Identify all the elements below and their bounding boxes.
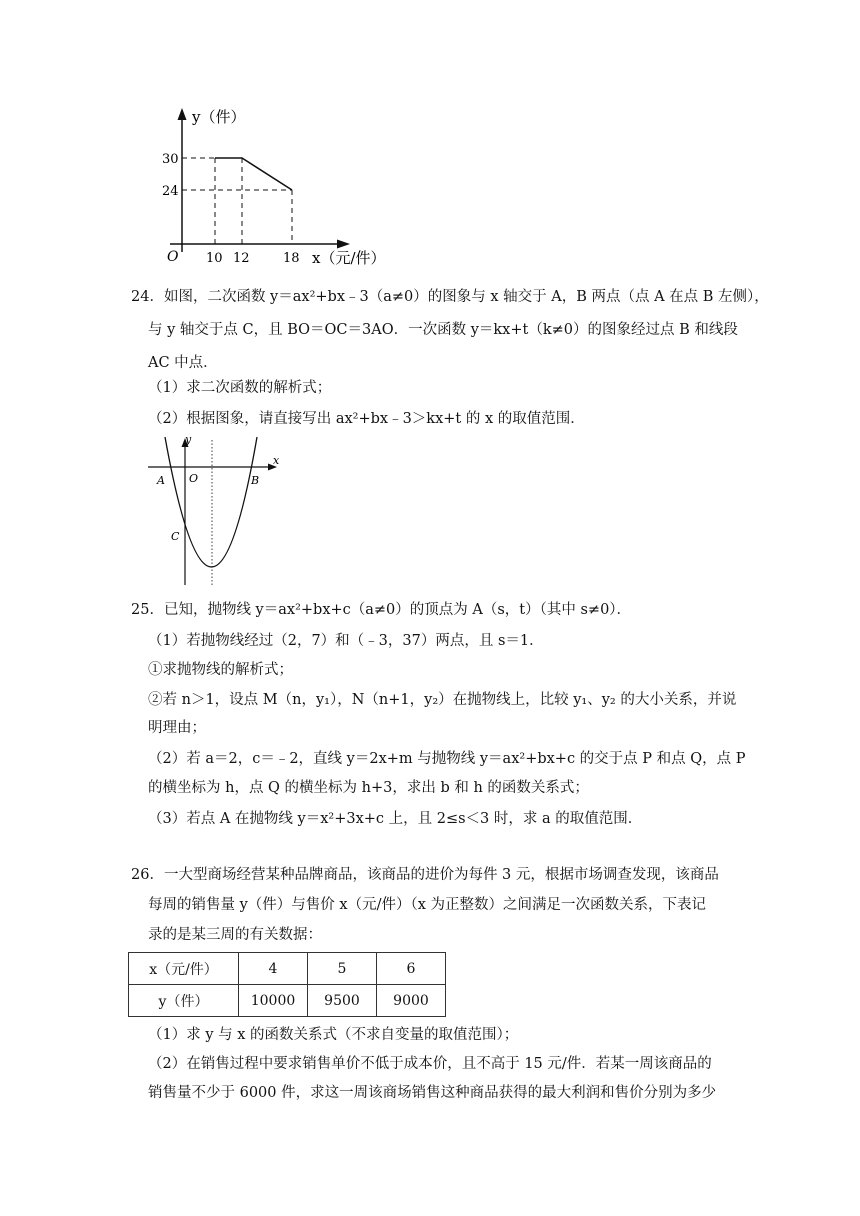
- q26-line-3: 录的是某三周的有关数据：: [148, 927, 322, 943]
- label-O: O: [189, 472, 199, 485]
- q25-line-3: ①求抛物线的解析式；: [148, 662, 293, 678]
- table-cell: 9000: [377, 985, 446, 1017]
- label-x: x: [273, 454, 280, 467]
- q25-line-8: （3）若点 A 在抛物线 y＝x²+3x+c 上，且 2≤s＜3 时，求 a 的取值范围．: [148, 811, 643, 827]
- x-axis-arrow-icon: [337, 240, 350, 249]
- q24-line-2: 与 y 轴交于点 C，且 BO＝OC＝3AO．一次函数 y＝kx+t（k≠0）的图象经过点 B 和线段: [148, 322, 738, 338]
- table-cell: 6: [377, 953, 446, 985]
- q26-part-2: （2）在销售过程中要求销售单价不低于成本价，且不高于 15 元/件．若某一周该商品的: [148, 1056, 712, 1072]
- y-axis-label: y（件）: [192, 108, 246, 126]
- q25-line-6: （2）若 a＝2，c＝﹣2，直线 y＝2x+m 与抛物线 y＝ax²+bx+c 的交于点 P 和点 Q，点 P: [148, 751, 746, 767]
- q26-part-2-cont: 销售量不少于 6000 件，求这一周该商场销售这种商品获得的最大利润和售价分别为多少: [148, 1085, 717, 1101]
- q26-line-2: 每周的销售量 y（件）与售价 x（元/件）（x 为正整数）之间满足一次函数关系，下表记: [148, 897, 707, 913]
- q24-line-5: （2）根据图象，请直接写出 ax²+bx﹣3＞kx+t 的 x 的取值范围．: [148, 411, 585, 427]
- parabola: [165, 437, 260, 567]
- q23-figure: [160, 100, 390, 275]
- q24-line-3: AC 中点．: [148, 355, 218, 371]
- y-axis-arrow-icon: [178, 108, 187, 120]
- x-tick-12: 12: [233, 251, 250, 266]
- table-cell: x（元/件）: [129, 953, 239, 985]
- table-cell: y（件）: [129, 985, 239, 1017]
- origin-label: O: [167, 249, 179, 265]
- q26-line-1: 26．一大型商场经营某种品牌商品，该商品的进价为每件 3 元，根据市场调查发现，该商品: [131, 867, 719, 883]
- table-row: [129, 953, 446, 985]
- q24-line-1: 24．如图，二次函数 y＝ax²+bx﹣3（a≠0）的图象与 x 轴交于 A，B 两点（点 A 在点 B 左侧），: [131, 289, 769, 305]
- x-tick-18: 18: [283, 251, 300, 266]
- x-axis-label: x（元/件）: [312, 249, 386, 267]
- label-C: C: [171, 530, 180, 543]
- table-cell: 10000: [239, 985, 308, 1017]
- q24-line-4: （1）求二次函数的解析式；: [148, 380, 332, 396]
- sales-table: [128, 952, 446, 1017]
- x-tick-10: 10: [206, 251, 223, 266]
- q25-line-5: 明理由；: [148, 720, 206, 736]
- y-tick-24: 24: [162, 184, 179, 199]
- table-cell: 5: [308, 953, 377, 985]
- q24-figure: [145, 432, 285, 590]
- y-tick-30: 30: [162, 152, 179, 167]
- table-cell: 4: [239, 953, 308, 985]
- q25-line-7: 的横坐标为 h，点 Q 的横坐标为 h+3，求出 b 和 h 的函数关系式；: [148, 780, 589, 796]
- function-graph: [215, 158, 292, 190]
- q26-part-1: （1）求 y 与 x 的函数关系式（不求自变量的取值范围）；: [148, 1027, 519, 1043]
- table-cell: 9500: [308, 985, 377, 1017]
- table-row: [129, 985, 446, 1017]
- label-y: y: [185, 433, 192, 446]
- label-A: A: [157, 474, 165, 487]
- q25-line-1: 25．已知，抛物线 y＝ax²+bx+c（a≠0）的顶点为 A（s，t）（其中 s≠0）．: [131, 602, 632, 618]
- q25-line-2: （1）若抛物线经过（2，7）和（﹣3，37）两点，且 s＝1．: [148, 633, 544, 649]
- q25-line-4: ②若 n＞1，设点 M（n，y₁），N（n+1，y₂）在抛物线上，比较 y₁、y₂ 的大小关系，并说: [148, 692, 737, 708]
- label-B: B: [251, 474, 260, 487]
